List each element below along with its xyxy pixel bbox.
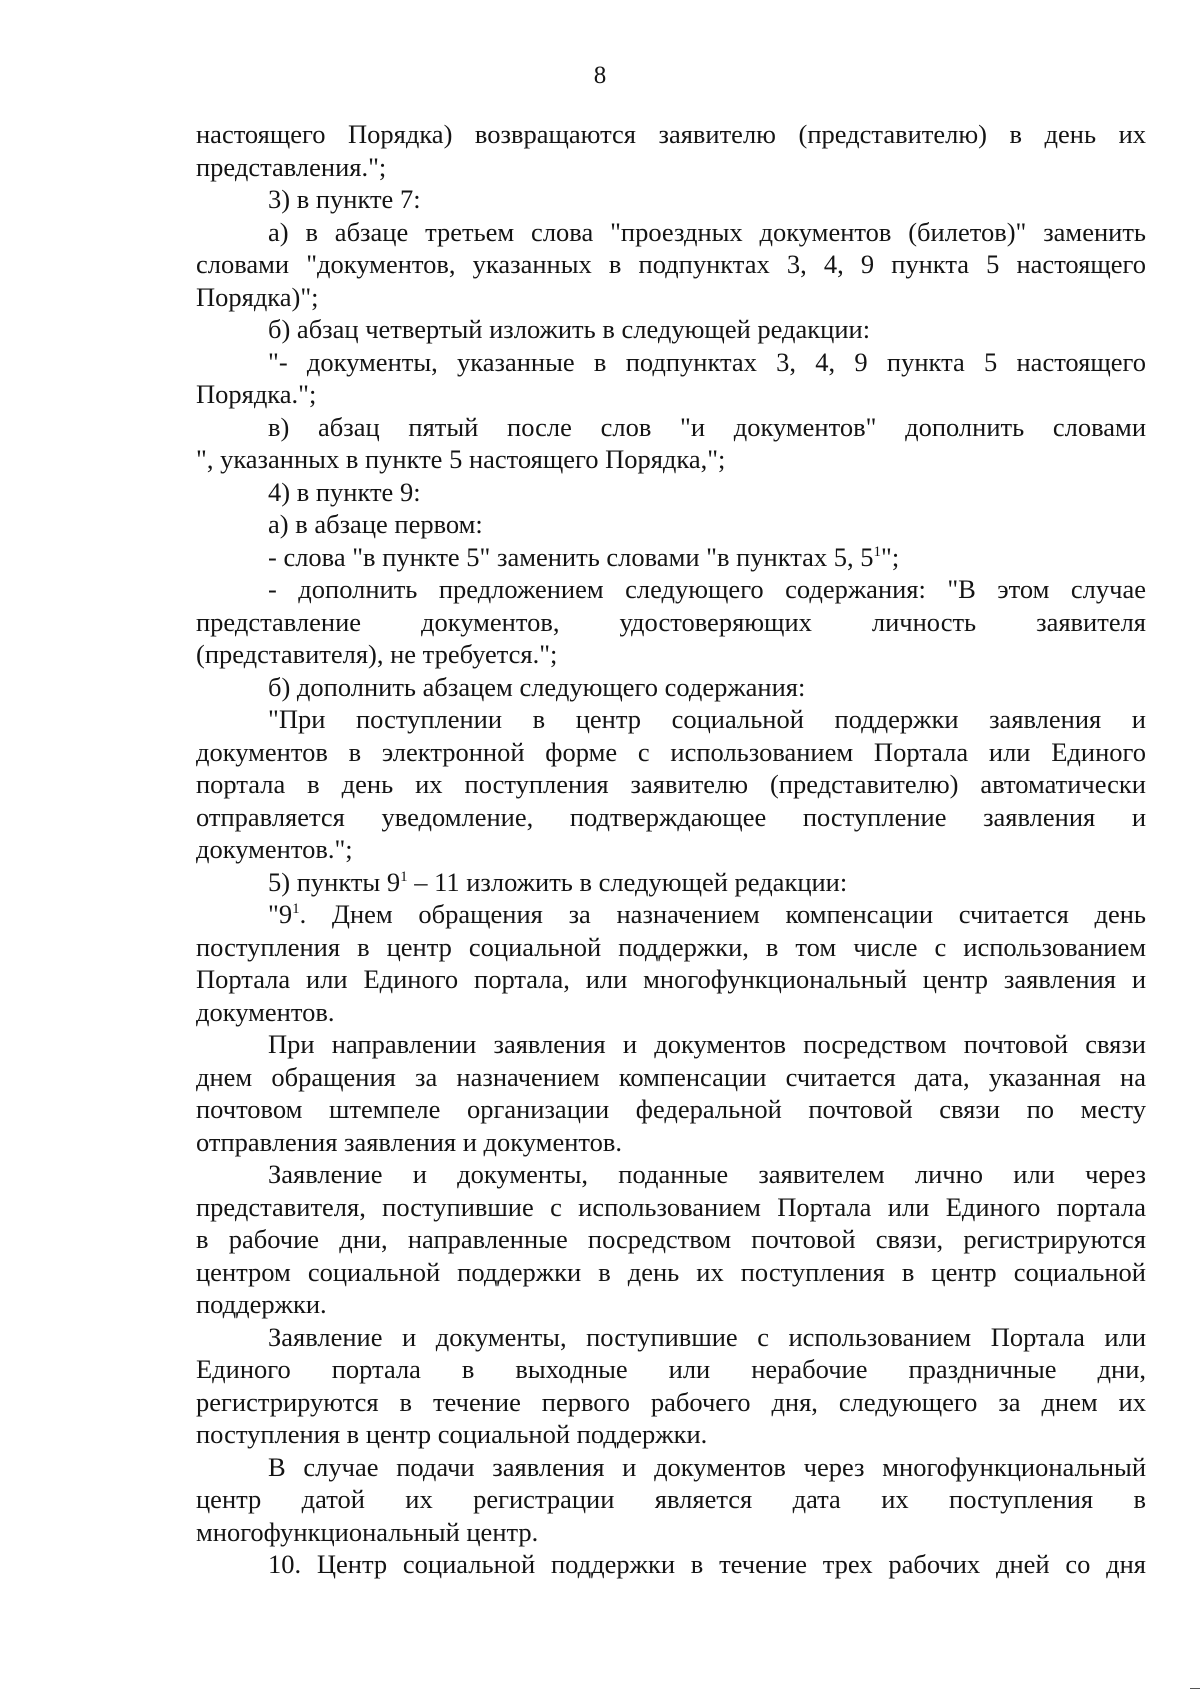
text-line	[196, 1321, 1146, 1354]
scan-edge-mark	[1190, 1688, 1200, 1689]
text-line-main: центром социальной поддержки в день их поступления в центр социальной	[196, 1256, 1146, 1287]
text-line-main: отправляется уведомление, подтверждающее поступление заявления и	[196, 801, 1146, 832]
text-line	[196, 248, 1146, 281]
text-line-main: портала в день их поступления заявителю (представителю) автоматически	[196, 769, 1146, 799]
text-line-main: (представителя), не требуется.";	[196, 639, 558, 669]
text-line	[196, 508, 1146, 541]
text-line	[196, 476, 1146, 509]
text-line	[196, 1516, 1146, 1549]
text-line	[196, 443, 1146, 476]
text-line-main: 10. Центр социальной поддержки в течение трех рабочих дней со дня	[268, 1549, 1146, 1579]
text-line-main: поступления в центр социальной поддержки.	[196, 1419, 708, 1449]
text-line	[196, 573, 1146, 606]
text-line	[196, 1061, 1146, 1094]
text-line-main: центр датой их регистрации является дата их поступления в	[196, 1484, 1146, 1514]
text-line-main: настоящего Порядка) возвращаются заявителю (представителю) в день их	[196, 119, 1146, 149]
text-line	[196, 1418, 1146, 1451]
text-line	[196, 1191, 1146, 1224]
text-line-main: почтовом штемпеле организации федеральной почтовой связи по месту	[196, 1094, 1146, 1124]
text-line-main: ", указанных в пункте 5 настоящего Порядка,";	[196, 444, 726, 474]
text-line-main: словами "документов, указанных в подпунктах 3, 4, 9 пункта 5 настоящего	[196, 249, 1146, 279]
page-number: 8	[593, 62, 607, 89]
text-line	[196, 606, 1146, 639]
text-line	[196, 151, 1146, 184]
document-body	[196, 118, 1146, 1581]
text-line-main: днем обращения за назначением компенсации считается дата, указанная на	[196, 1061, 1146, 1092]
text-line	[196, 1126, 1146, 1159]
text-line	[196, 183, 1146, 216]
text-line-tail: – 11 изложить в следующей редакции:	[407, 866, 848, 897]
text-line	[196, 1223, 1146, 1256]
text-line-main: в) абзац пятый после слов "и документов" дополнить словами	[268, 411, 1146, 442]
text-line	[196, 1483, 1146, 1516]
text-line-main: б) дополнить абзацем следующего содержания:	[268, 671, 806, 702]
text-line	[196, 541, 1146, 574]
text-line	[196, 996, 1146, 1029]
text-line-main: поступления в центр социальной поддержки, в том числе с использованием	[196, 931, 1146, 962]
text-line-main: представление документов, удостоверяющих личность заявителя	[196, 606, 1146, 637]
text-line-main: многофункциональный центр.	[196, 1516, 539, 1547]
text-line-main: Портала или Единого портала, или многофункциональный центр заявления и	[196, 964, 1146, 994]
text-line	[196, 1288, 1146, 1321]
text-line	[196, 671, 1146, 704]
text-line-main: документов.	[196, 996, 335, 1027]
text-line	[196, 898, 1146, 931]
text-line-main: - дополнить предложением следующего содержания: "В этом случае	[268, 574, 1146, 604]
text-line-main: документов в электронной форме с использованием Портала или Единого	[196, 736, 1146, 767]
text-line-main: а) в абзаце первом:	[268, 509, 483, 539]
text-line-main: поддержки.	[196, 1289, 327, 1319]
superscript: 1	[292, 901, 300, 917]
superscript: 1	[400, 868, 408, 885]
text-line	[196, 313, 1146, 346]
text-line-main: 3) в пункте 7:	[268, 184, 421, 214]
text-line	[196, 801, 1146, 834]
text-line-main: отправления заявления и документов.	[196, 1126, 623, 1157]
text-line	[196, 378, 1146, 411]
text-line	[196, 118, 1146, 151]
text-line-main: "9	[268, 899, 293, 929]
text-line-main: - слова "в пункте 5" заменить словами "в пунктах 5, 5	[268, 541, 874, 572]
text-line-main: При направлении заявления и документов посредством почтовой связи	[268, 1029, 1146, 1059]
text-line	[196, 1386, 1146, 1419]
text-line	[196, 1093, 1146, 1126]
text-line-main: представления.";	[196, 151, 387, 182]
text-line	[196, 1548, 1146, 1581]
text-line-main: 4) в пункте 9:	[268, 476, 421, 507]
text-line-main: а) в абзаце третьем слова "проездных документов (билетов)" заменить	[268, 216, 1146, 247]
text-line-main: Заявление и документы, поступившие с использованием Портала или	[268, 1321, 1146, 1352]
text-line	[196, 703, 1146, 736]
text-line-main: представителя, поступившие с использованием Портала или Единого портала	[196, 1191, 1146, 1222]
text-line	[196, 736, 1146, 769]
text-line	[196, 1028, 1146, 1061]
text-line	[196, 931, 1146, 964]
text-line-main: Порядка)";	[196, 281, 319, 312]
text-line	[196, 1256, 1146, 1289]
text-line	[196, 1158, 1146, 1191]
text-line	[196, 833, 1146, 866]
text-line	[196, 411, 1146, 444]
superscript: 1	[873, 543, 882, 560]
text-line	[196, 346, 1146, 379]
text-line-main: Заявление и документы, поданные заявителем лично или через	[268, 1159, 1146, 1189]
text-line	[196, 963, 1146, 996]
text-line-main: Порядка.";	[196, 379, 317, 409]
text-line-main: в рабочие дни, направленные посредством почтовой связи, регистрируются	[196, 1224, 1146, 1254]
text-line-main: документов.";	[196, 834, 353, 864]
text-line-tail: ";	[881, 541, 900, 572]
text-line	[196, 1451, 1146, 1484]
text-line-main: б) абзац четвертый изложить в следующей редакции:	[268, 314, 871, 344]
text-line	[196, 216, 1146, 249]
text-line	[196, 768, 1146, 801]
text-line	[196, 638, 1146, 671]
text-line	[196, 1353, 1146, 1386]
text-line-tail: . Днем обращения за назначением компенсации считается день	[299, 899, 1146, 929]
text-line-main: "- документы, указанные в подпунктах 3, 4, 9 пункта 5 настоящего	[268, 346, 1146, 377]
text-line-main: Единого портала в выходные или нерабочие праздничные дни,	[196, 1354, 1146, 1384]
text-line-main: регистрируются в течение первого рабочего дня, следующего за днем их	[196, 1386, 1146, 1417]
text-line-main: 5) пункты 9	[268, 866, 401, 897]
text-line-main: В случае подачи заявления и документов через многофункциональный	[268, 1451, 1146, 1482]
text-line	[196, 281, 1146, 314]
text-line	[196, 866, 1146, 899]
text-line-main: "При поступлении в центр социальной поддержки заявления и	[268, 704, 1146, 734]
